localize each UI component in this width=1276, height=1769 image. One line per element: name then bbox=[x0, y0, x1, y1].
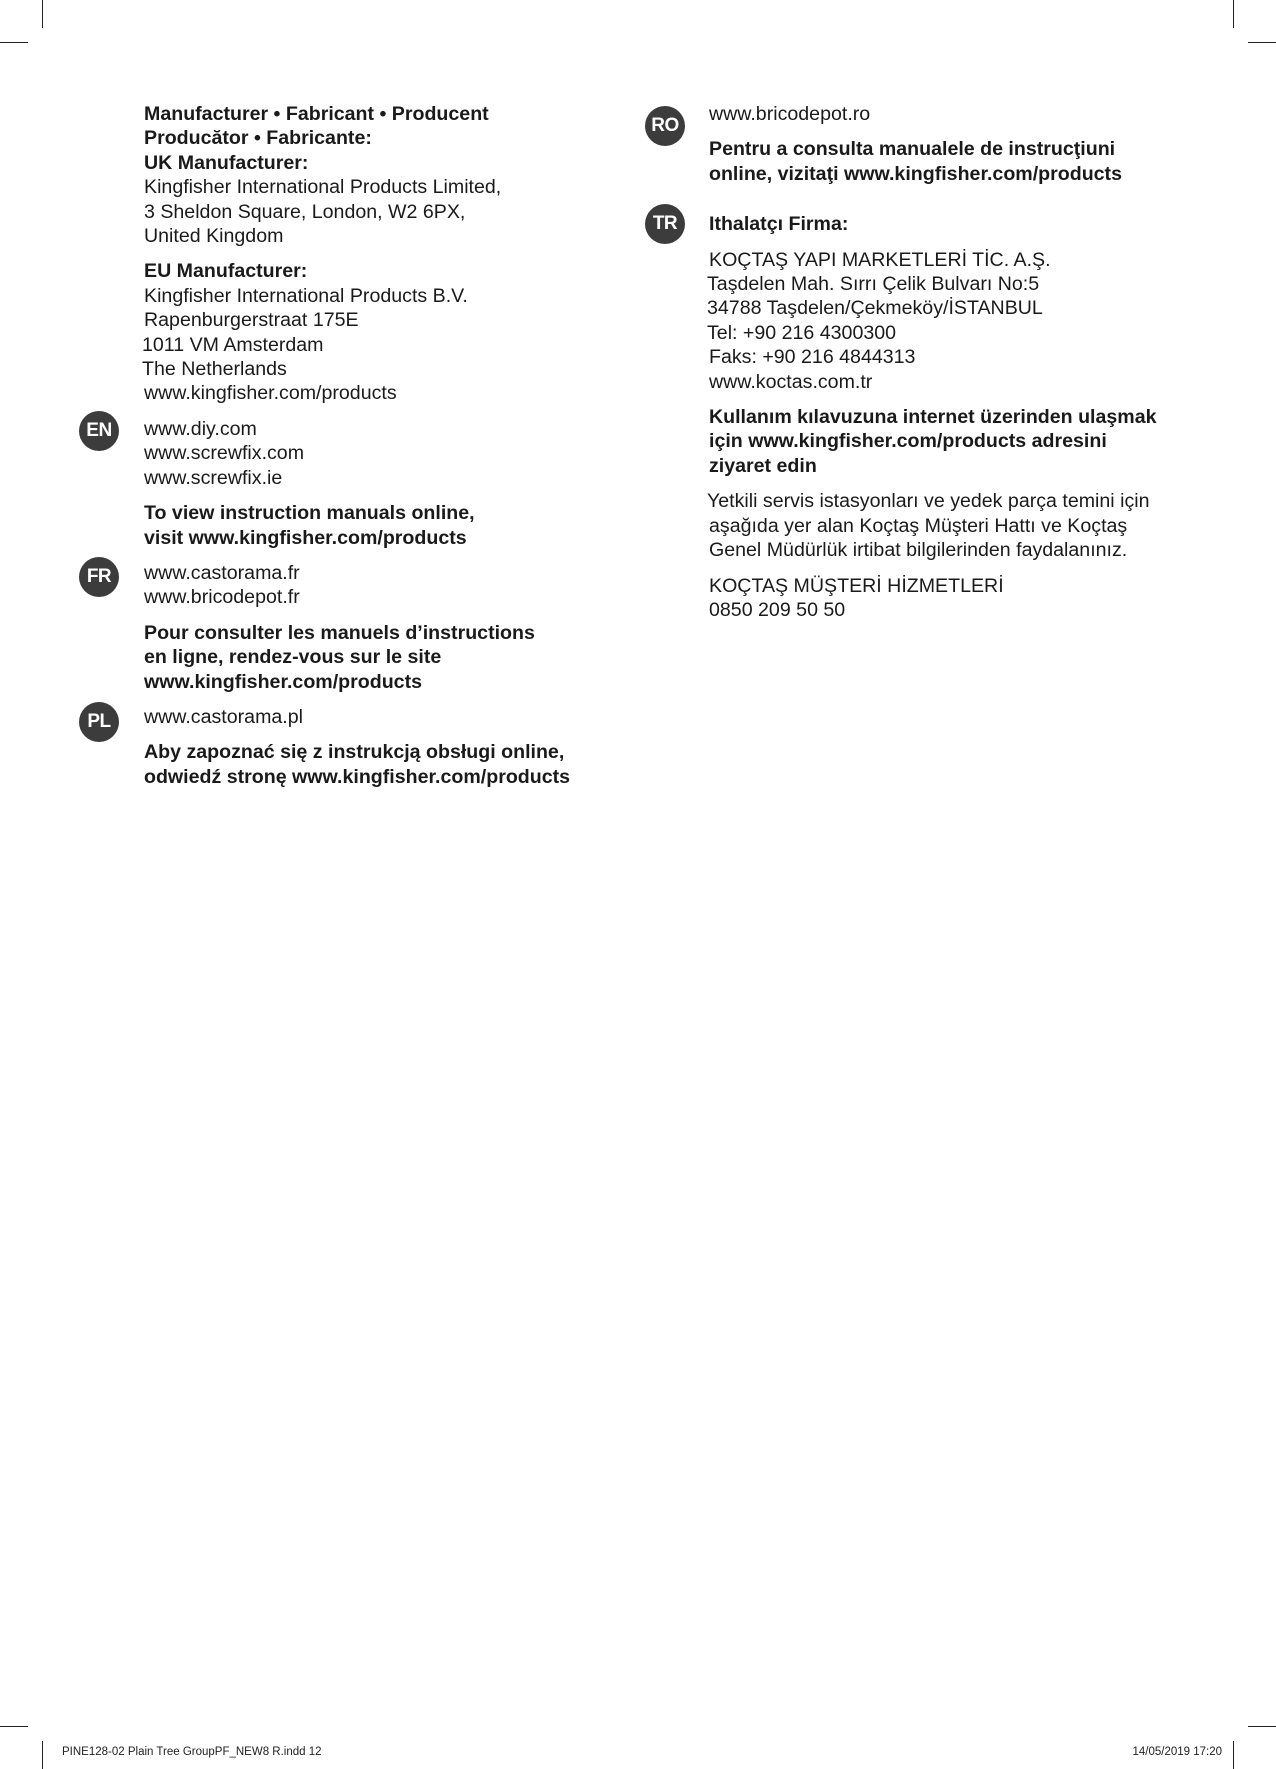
website-link[interactable]: www.koctas.com.tr bbox=[709, 370, 873, 393]
crop-mark bbox=[42, 1741, 43, 1769]
crop-mark bbox=[42, 0, 43, 28]
crop-mark bbox=[0, 1726, 28, 1727]
fr-section bbox=[144, 561, 570, 694]
website-link[interactable]: www.castorama.pl bbox=[144, 705, 303, 728]
website-link[interactable]: www.screwfix.ie bbox=[144, 466, 283, 489]
hotline-label: KOÇTAŞ MÜŞTERİ HİZMETLERİ bbox=[709, 574, 1004, 597]
website-link[interactable]: www.bricodepot.fr bbox=[144, 586, 300, 609]
right-column bbox=[709, 102, 1157, 622]
manuals-note: online, vizitaţi www.kingfisher.com/products bbox=[709, 162, 1122, 185]
website-link[interactable]: www.kingfisher.com/products bbox=[144, 382, 397, 405]
fax-line: Faks: +90 216 4844313 bbox=[709, 346, 916, 369]
manuals-note: Pentru a consulta manualele de instrucţiuni bbox=[709, 138, 1116, 161]
en-section bbox=[144, 417, 570, 550]
manuals-note: Aby zapoznać się z instrukcją obsługi online, bbox=[144, 741, 565, 764]
address-line: The Netherlands bbox=[142, 358, 287, 381]
address-line: KOÇTAŞ YAPI MARKETLERİ TİC. A.Ş. bbox=[709, 248, 1051, 271]
crop-mark bbox=[1233, 0, 1234, 28]
manuals-note: odwiedź stronę www.kingfisher.com/products bbox=[144, 765, 571, 788]
manuals-note: Kullanım kılavuzuna internet üzerinden ulaşmak bbox=[709, 406, 1157, 429]
phone-line: Tel: +90 216 4300300 bbox=[707, 321, 897, 344]
uk-manufacturer bbox=[144, 151, 570, 249]
address-line: Kingfisher International Products Limited, bbox=[144, 176, 502, 199]
hotline-number: 0850 209 50 50 bbox=[709, 598, 846, 621]
language-badge-ro: RO bbox=[645, 106, 685, 146]
website-link[interactable]: www.bricodepot.ro bbox=[709, 103, 871, 125]
address-line: Kingfisher International Products B.V. bbox=[144, 284, 468, 307]
footer-date: 14/05/2019 17:20 bbox=[1132, 1746, 1222, 1758]
service-text: Genel Müdürlük irtibat bilgilerinden faydalanınız. bbox=[709, 539, 1128, 562]
eu-manufacturer-heading: EU Manufacturer: bbox=[144, 260, 308, 283]
heading-line: Producător • Fabricante: bbox=[144, 127, 372, 150]
footer-file-name: PINE128-02 Plain Tree GroupPF_NEW8 R.indd 12 bbox=[62, 1746, 322, 1758]
crop-mark bbox=[0, 42, 28, 43]
language-badge-pl: PL bbox=[79, 702, 119, 742]
importer-heading: Ithalatçı Firma: bbox=[709, 213, 849, 236]
service-text: aşağıda yer alan Koçtaş Müşteri Hattı ve Koçtaş bbox=[709, 514, 1128, 537]
language-badge-tr: TR bbox=[645, 204, 685, 244]
heading-line: Manufacturer • Fabricant • Producent bbox=[144, 103, 489, 125]
manuals-note: en ligne, rendez-vous sur le site bbox=[144, 646, 442, 669]
pl-section bbox=[144, 705, 570, 789]
left-column bbox=[144, 102, 570, 789]
manuals-note: ziyaret edin bbox=[709, 454, 817, 477]
manuals-note: To view instruction manuals online, bbox=[144, 502, 475, 525]
address-line: Taşdelen Mah. Sırrı Çelik Bulvarı No:5 bbox=[707, 273, 1040, 296]
manuals-note: için www.kingfisher.com/products adresini bbox=[709, 430, 1107, 453]
address-line: United Kingdom bbox=[144, 225, 284, 248]
manufacturer-heading bbox=[144, 102, 570, 151]
manuals-note: Pour consulter les manuels d’instructions bbox=[144, 621, 535, 644]
manuals-note: visit www.kingfisher.com/products bbox=[144, 526, 467, 549]
address-line: Rapenburgerstraat 175E bbox=[144, 309, 359, 332]
manuals-note: www.kingfisher.com/products bbox=[144, 670, 422, 693]
uk-manufacturer-heading: UK Manufacturer: bbox=[144, 151, 309, 174]
address-line: 1011 VM Amsterdam bbox=[142, 333, 324, 356]
address-line: 34788 Taşdelen/Çekmeköy/İSTANBUL bbox=[707, 297, 1043, 320]
ro-section bbox=[709, 102, 1157, 186]
address-line: 3 Sheldon Square, London, W2 6PX, bbox=[144, 200, 466, 223]
service-text: Yetkili servis istasyonları ve yedek parça temini için bbox=[707, 490, 1150, 513]
crop-mark bbox=[1248, 42, 1276, 43]
language-badge-fr: FR bbox=[79, 557, 119, 597]
language-badge-en: EN bbox=[79, 411, 119, 451]
website-link[interactable]: www.screwfix.com bbox=[144, 442, 305, 465]
crop-mark bbox=[1233, 1741, 1234, 1769]
crop-mark bbox=[1248, 1726, 1276, 1727]
website-link[interactable]: www.diy.com bbox=[144, 417, 257, 440]
website-link[interactable]: www.castorama.fr bbox=[144, 561, 300, 584]
tr-section bbox=[709, 212, 1157, 622]
eu-manufacturer bbox=[144, 259, 570, 405]
